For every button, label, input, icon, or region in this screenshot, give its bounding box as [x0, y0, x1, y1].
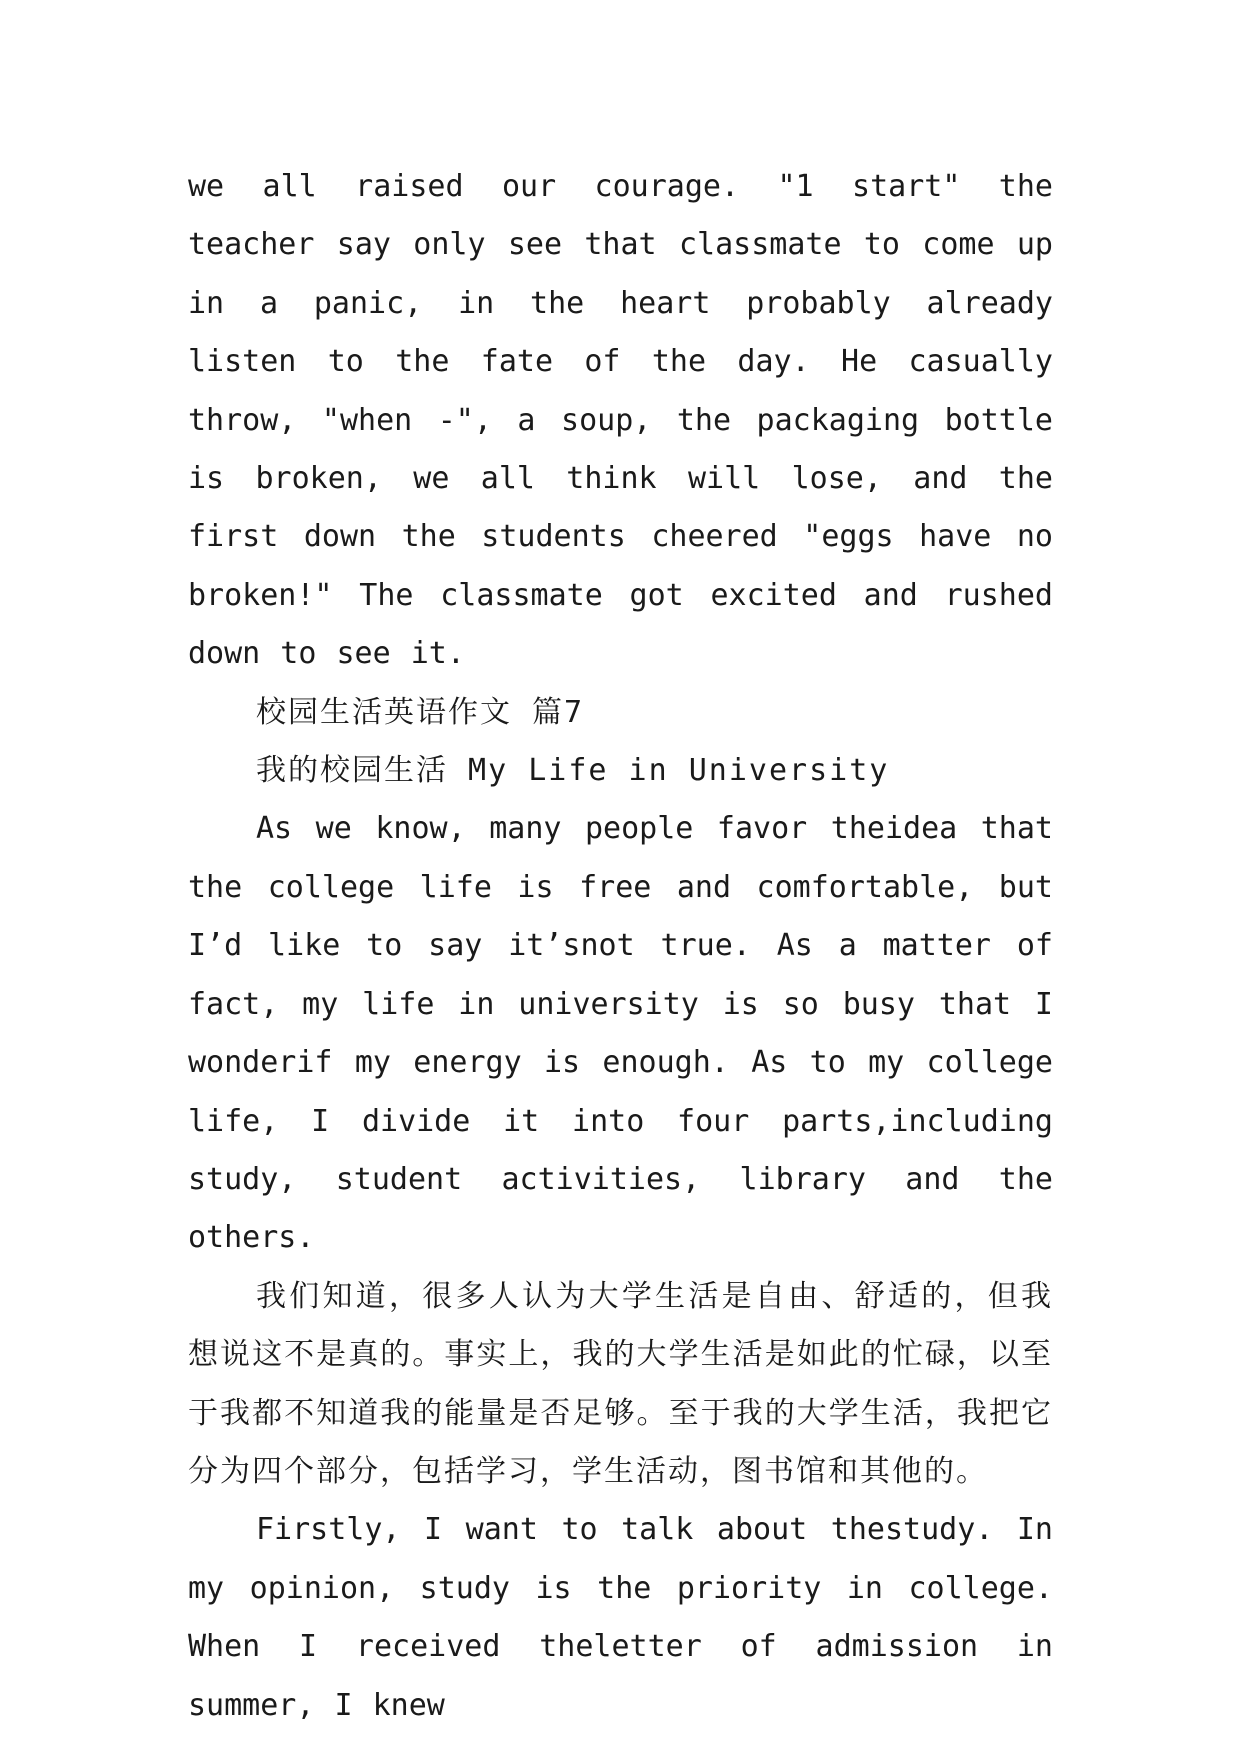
section-heading: 校园生活英语作文 篇7 [256, 694, 585, 730]
paragraph-intro-english: As we know, many people favor theidea that the college life is free and comfortable, but I’d like to say it’snot true. As a matter of fact, my life in university is so busy that I wonderif my energy is enough. As to my college life, I divide it into four parts,including study, student activities, library and the others. [188, 811, 1053, 1256]
essay-title: 我的校园生活 My Life in University [256, 753, 890, 789]
paragraph-story-ending: we all raised our courage. "1 start" the teacher say only see that classmate to come up in a panic, in the heart probably already listen to the fate of the day. He casually throw, "when -", a soup, the packaging bottle is broken, we all think will lose, and the first down the students cheered "eggs have no broken!" The classmate got excited and rushed down to see it. [188, 169, 1053, 672]
paragraph-study: Firstly, I want to talk about thestudy. In my opinion, study is the priority in college. When I received theletter of admission in summer, I knew [188, 1512, 1053, 1723]
paragraph-intro-chinese: 我们知道，很多人认为大学生活是自由、舒适的，但我想说这不是真的。事实上，我的大学生活是如此的忙碌，以至于我都不知道我的能量是否足够。至于我的大学生活，我把它分为四个部分，包括学习，学生活动，图书馆和其他的。 [188, 1278, 1053, 1489]
document-body [188, 158, 1053, 1735]
